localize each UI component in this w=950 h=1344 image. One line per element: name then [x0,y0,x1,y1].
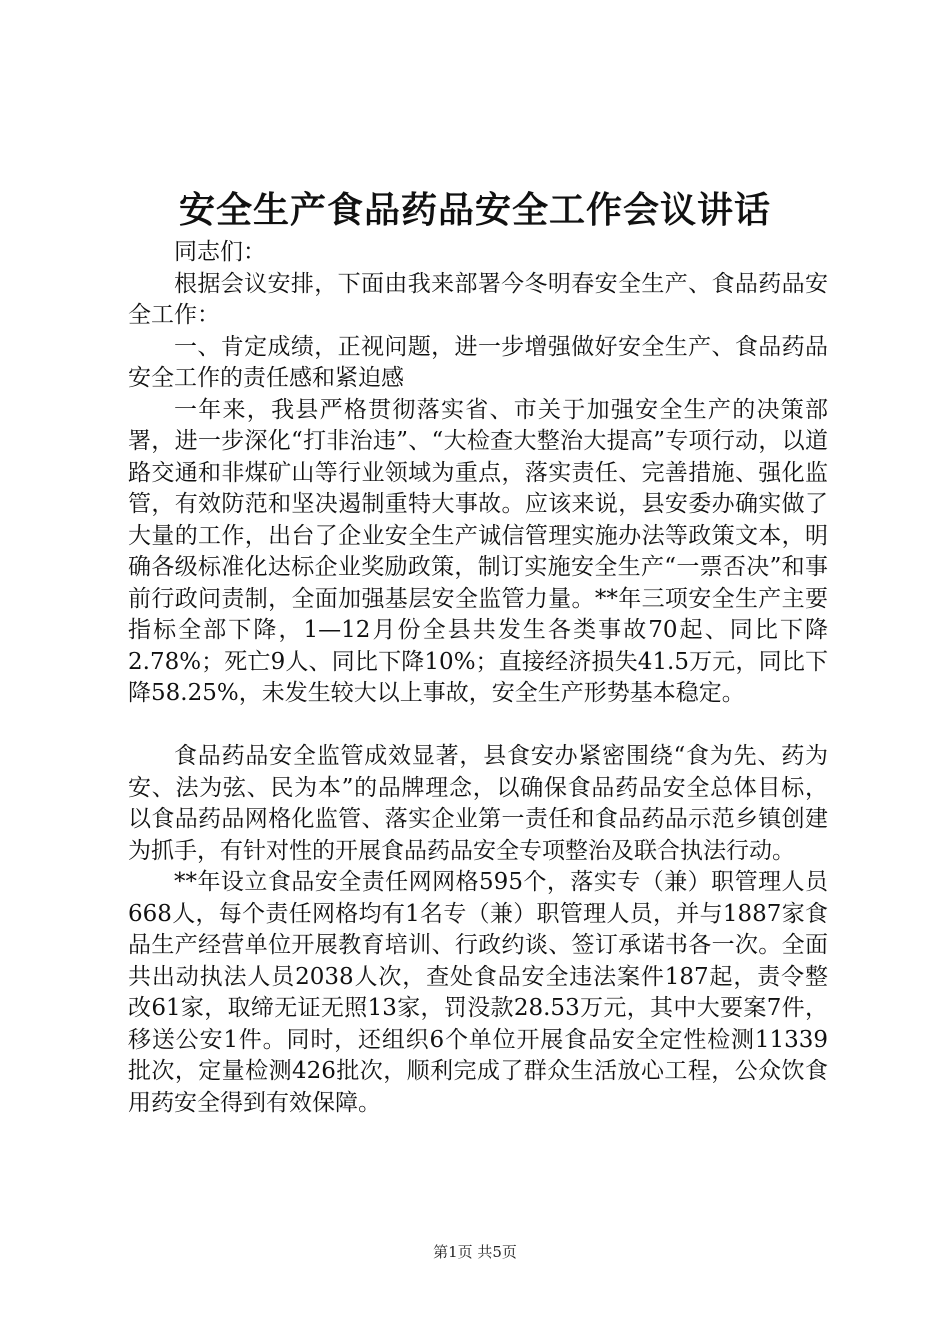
safety-production-paragraph: 一年来，我县严格贯彻落实省、市关于加强安全生产的决策部署，进一步深化“打非治违”、“大检查大整治大提高”专项行动，以道路交通和非煤矿山等行业领域为重点，落实责任、完善措施、强化监管，有效防范和坚决遏制重特大事故。应该来说，县安委办确实做了大量的工作，出台了企业安全生产诚信管理实施办法等政策文本，明确各级标准化达标企业奖励政策，制订实施安全生产“一票否决”和事前行政问责制，全面加强基层安全监管力量。**年三项安全生产主要指标全部下降，1—12月份全县共发生各类事故70起、同比下降2.78%；死亡9人、同比下降10%；直接经济损失41.5万元，同比下降58.25%，未发生较大以上事故，安全生产形势基本稳定。 [128,396,828,706]
statistics-paragraph: **年设立食品安全责任网网格595个，落实专（兼）职管理人员668人，每个责任网格均有1名专（兼）职管理人员，并与1887家食品生产经营单位开展教育培训、行政约谈、签订承诺书各一次。全面共出动执法人员2038人次，查处食品安全违法案件187起，责令整改61家，取缔无证无照13家，罚没款28.53万元，其中大要案7件，移送公安1件。同时，还组织6个单位开展食品安全定性检测11339批次，定量检测426批次，顺利完成了群众生活放心工程，公众饮食用药安全得到有效保障。 [128,869,828,1116]
section-heading-paragraph: 一、肯定成绩，正视问题，进一步增强做好安全生产、食品药品安全工作的责任感和紧迫感 [128,333,828,391]
page-number-footer: 第1页 共5页 [433,1243,517,1261]
document-body [128,237,828,1119]
intro-paragraph: 根据会议安排，下面由我来部署今冬明春安全生产、食品药品安全工作： [128,270,828,328]
food-drug-paragraph: 食品药品安全监管成效显著，县食安办紧密围绕“食为先、药为安、法为弦、民为本”的品牌理念，以确保食品药品安全总体目标，以食品药品网格化监管、落实企业第一责任和食品药品示范乡镇创建为抓手，有针对性的开展食品药品安全专项整治及联合执法行动。 [128,743,828,864]
document-title: 安全生产食品药品安全工作会议讲话 [178,189,771,231]
salutation-paragraph: 同志们： [174,239,266,265]
